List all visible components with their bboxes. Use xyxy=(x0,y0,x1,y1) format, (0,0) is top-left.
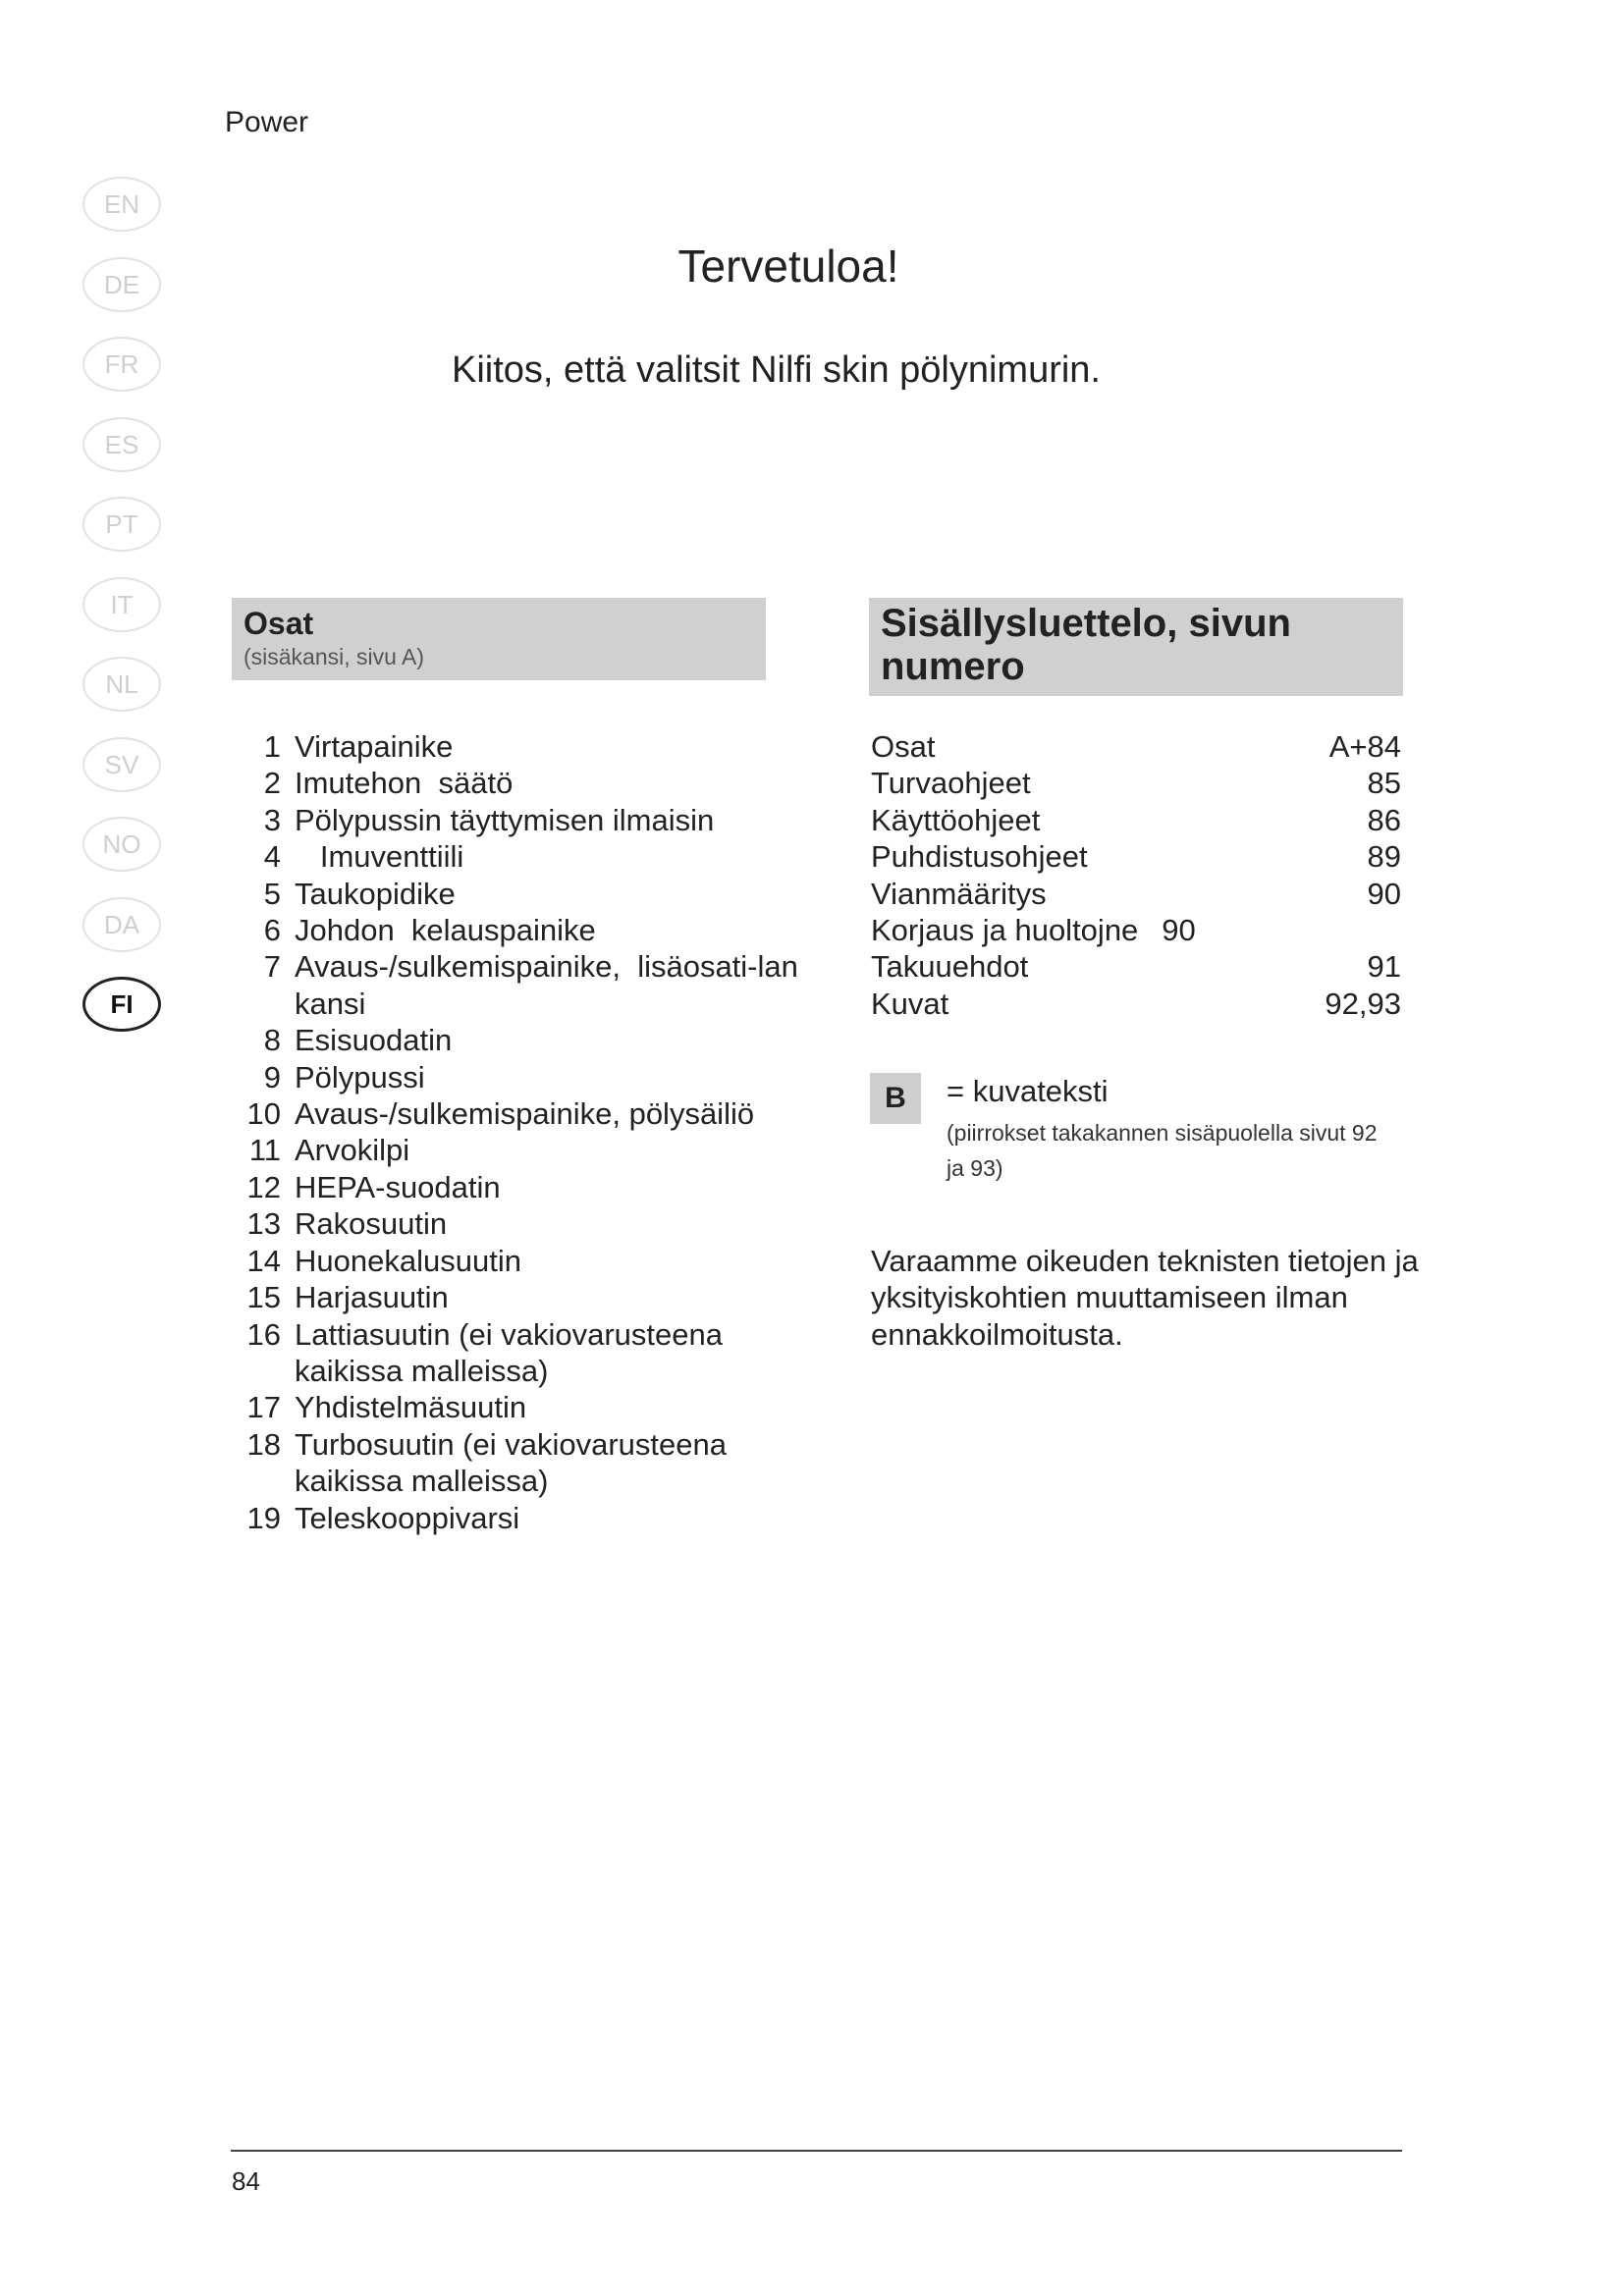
legend-symbol: B xyxy=(870,1073,921,1124)
parts-item-number: 13 xyxy=(246,1206,281,1242)
parts-item-label: Turbosuutin (ei vakiovarusteena kaikissa malleissa) xyxy=(295,1426,735,1499)
toc-item-label: Takuuehdot xyxy=(871,949,1029,985)
parts-item-number: 11 xyxy=(248,1133,281,1168)
parts-item-number: 8 xyxy=(263,1023,281,1058)
toc-item-page: A+84 xyxy=(1328,729,1401,764)
parts-item-label: Pölypussi xyxy=(295,1059,425,1095)
lang-tab-es[interactable]: ES xyxy=(82,417,161,472)
lang-tab-no[interactable]: NO xyxy=(82,817,161,872)
lang-tab-pt[interactable]: PT xyxy=(82,497,161,552)
parts-item-number: 16 xyxy=(246,1316,281,1352)
page-number: 84 xyxy=(232,2166,260,2196)
parts-item-label: Huonekalusuutin xyxy=(295,1243,521,1278)
parts-item-number: 17 xyxy=(246,1390,281,1425)
parts-item-number: 6 xyxy=(263,913,281,948)
disclaimer: Varaamme oikeuden teknisten tietojen ja yksityiskohtien muuttamiseen ilman ennakkoilmoitusta. xyxy=(871,1244,1419,1352)
footer-rule xyxy=(231,2150,1402,2152)
parts-item-number: 2 xyxy=(263,766,281,801)
parts-item-number: 5 xyxy=(263,876,281,911)
parts-item-number: 19 xyxy=(246,1500,281,1535)
toc-item-page: 90 xyxy=(1162,913,1196,948)
parts-list-item xyxy=(232,1022,801,1058)
toc-list-item xyxy=(871,765,1401,801)
parts-item-number: 9 xyxy=(263,1059,281,1095)
welcome-title-text: Tervetuloa! xyxy=(677,240,899,292)
parts-item-number: 15 xyxy=(246,1280,281,1315)
parts-list-item xyxy=(232,802,801,838)
toc-item-label: Korjaus ja huoltojne xyxy=(871,913,1139,948)
toc-item-label: Turvaohjeet xyxy=(871,766,1031,801)
toc-list-item xyxy=(871,838,1401,875)
parts-item-label: Esisuodatin xyxy=(295,1023,453,1058)
parts-item-label: Yhdistelmäsuutin xyxy=(295,1390,527,1425)
toc-item-label: Puhdistusohjeet xyxy=(871,839,1088,875)
welcome-title xyxy=(0,240,1624,293)
parts-list-item xyxy=(232,948,807,1022)
parts-list-item xyxy=(232,1426,801,1500)
parts-list-item xyxy=(232,1169,801,1205)
parts-list-item xyxy=(232,912,801,948)
parts-item-label: Imutehon säätö xyxy=(295,766,514,801)
toc-item-page: 85 xyxy=(1367,766,1401,801)
toc-header xyxy=(869,598,1403,696)
parts-item-number: 7 xyxy=(263,949,281,985)
toc-list-item xyxy=(871,948,1401,985)
parts-item-label: Arvokilpi xyxy=(295,1133,410,1168)
toc-list-item xyxy=(871,876,1401,912)
parts-item-number: 18 xyxy=(246,1426,281,1462)
brand-name: Power xyxy=(225,106,309,138)
parts-list-item xyxy=(232,1279,801,1315)
parts-item-label: Pölypussin täyttymisen ilmaisin xyxy=(295,802,715,837)
parts-list-item xyxy=(232,1389,801,1425)
parts-item-number: 10 xyxy=(246,1096,281,1132)
parts-item-number: 4 xyxy=(263,839,281,875)
parts-item-label: Lattiasuutin (ei vakiovarusteena kaikissa malleissa) xyxy=(295,1316,731,1388)
parts-list-item xyxy=(232,876,801,912)
parts-item-label: Avaus-/sulkemispainike, lisäosati-lan kansi xyxy=(295,949,807,1021)
parts-list-item xyxy=(232,1205,801,1242)
parts-list-item xyxy=(232,838,801,875)
lang-tab-it[interactable]: IT xyxy=(82,577,161,632)
legend-note: (piirrokset takakannen sisäpuolella sivut 92 ja 93) xyxy=(947,1120,1378,1181)
parts-header xyxy=(232,598,766,680)
toc-item-page: 89 xyxy=(1367,839,1401,875)
parts-list-item xyxy=(232,728,801,765)
toc-list-item xyxy=(871,802,1401,838)
lang-tab-nl[interactable]: NL xyxy=(82,657,161,712)
parts-subtitle: (sisäkansi, sivu A) xyxy=(244,644,425,669)
parts-list-item xyxy=(232,1132,801,1168)
lang-tab-en[interactable]: EN xyxy=(82,177,161,232)
parts-item-label: HEPA-suodatin xyxy=(295,1169,501,1204)
toc-item-label: Vianmääritys xyxy=(871,876,1047,911)
lang-tab-da[interactable]: DA xyxy=(82,897,161,952)
parts-list-item xyxy=(232,1316,801,1390)
toc-item-page: 91 xyxy=(1367,949,1401,985)
toc-item-page: 90 xyxy=(1367,876,1401,911)
toc-item-page: 92,93 xyxy=(1325,986,1401,1021)
legend-text: = kuvateksti xyxy=(947,1074,1109,1108)
parts-item-number: 12 xyxy=(246,1169,281,1204)
lang-tab-de[interactable]: DE xyxy=(82,257,161,312)
parts-item-label: Avaus-/sulkemispainike, pölysäiliö xyxy=(295,1096,755,1132)
parts-item-label: Harjasuutin xyxy=(295,1280,449,1315)
toc-item-label: Kuvat xyxy=(871,986,949,1021)
welcome-subtitle: Kiitos, että valitsit Nilfi skin pölynimurin. xyxy=(452,349,1101,391)
parts-list-item xyxy=(232,1095,801,1132)
toc-list-item xyxy=(871,986,1401,1022)
toc-item-label: Käyttöohjeet xyxy=(871,802,1041,837)
parts-item-label: Taukopidike xyxy=(295,876,456,911)
toc-list-item xyxy=(871,912,1401,948)
toc-title: Sisällysluettelo, sivun numero xyxy=(881,602,1291,688)
lang-tab-sv[interactable]: SV xyxy=(82,737,161,792)
parts-item-label: Imuventtiili xyxy=(295,839,464,875)
parts-item-number: 3 xyxy=(263,802,281,837)
parts-list-item xyxy=(232,1500,801,1536)
toc-list-item xyxy=(871,728,1401,765)
parts-list-item xyxy=(232,765,801,801)
parts-item-number: 1 xyxy=(263,729,281,764)
lang-tab-fi[interactable]: FI xyxy=(82,977,161,1032)
parts-list xyxy=(232,728,807,1536)
parts-item-number: 14 xyxy=(246,1243,281,1278)
lang-tab-fr[interactable]: FR xyxy=(82,337,161,392)
parts-list-item xyxy=(232,1243,801,1279)
parts-item-label: Virtapainike xyxy=(295,729,454,764)
parts-item-label: Rakosuutin xyxy=(295,1206,448,1242)
parts-list-item xyxy=(232,1059,801,1095)
toc-item-page: 86 xyxy=(1367,802,1401,837)
toc-item-label: Osat xyxy=(871,729,936,764)
parts-item-label: Teleskooppivarsi xyxy=(295,1500,520,1535)
parts-item-label: Johdon kelauspainike xyxy=(295,913,596,948)
parts-title: Osat xyxy=(244,606,314,641)
toc-list xyxy=(871,728,1401,1022)
